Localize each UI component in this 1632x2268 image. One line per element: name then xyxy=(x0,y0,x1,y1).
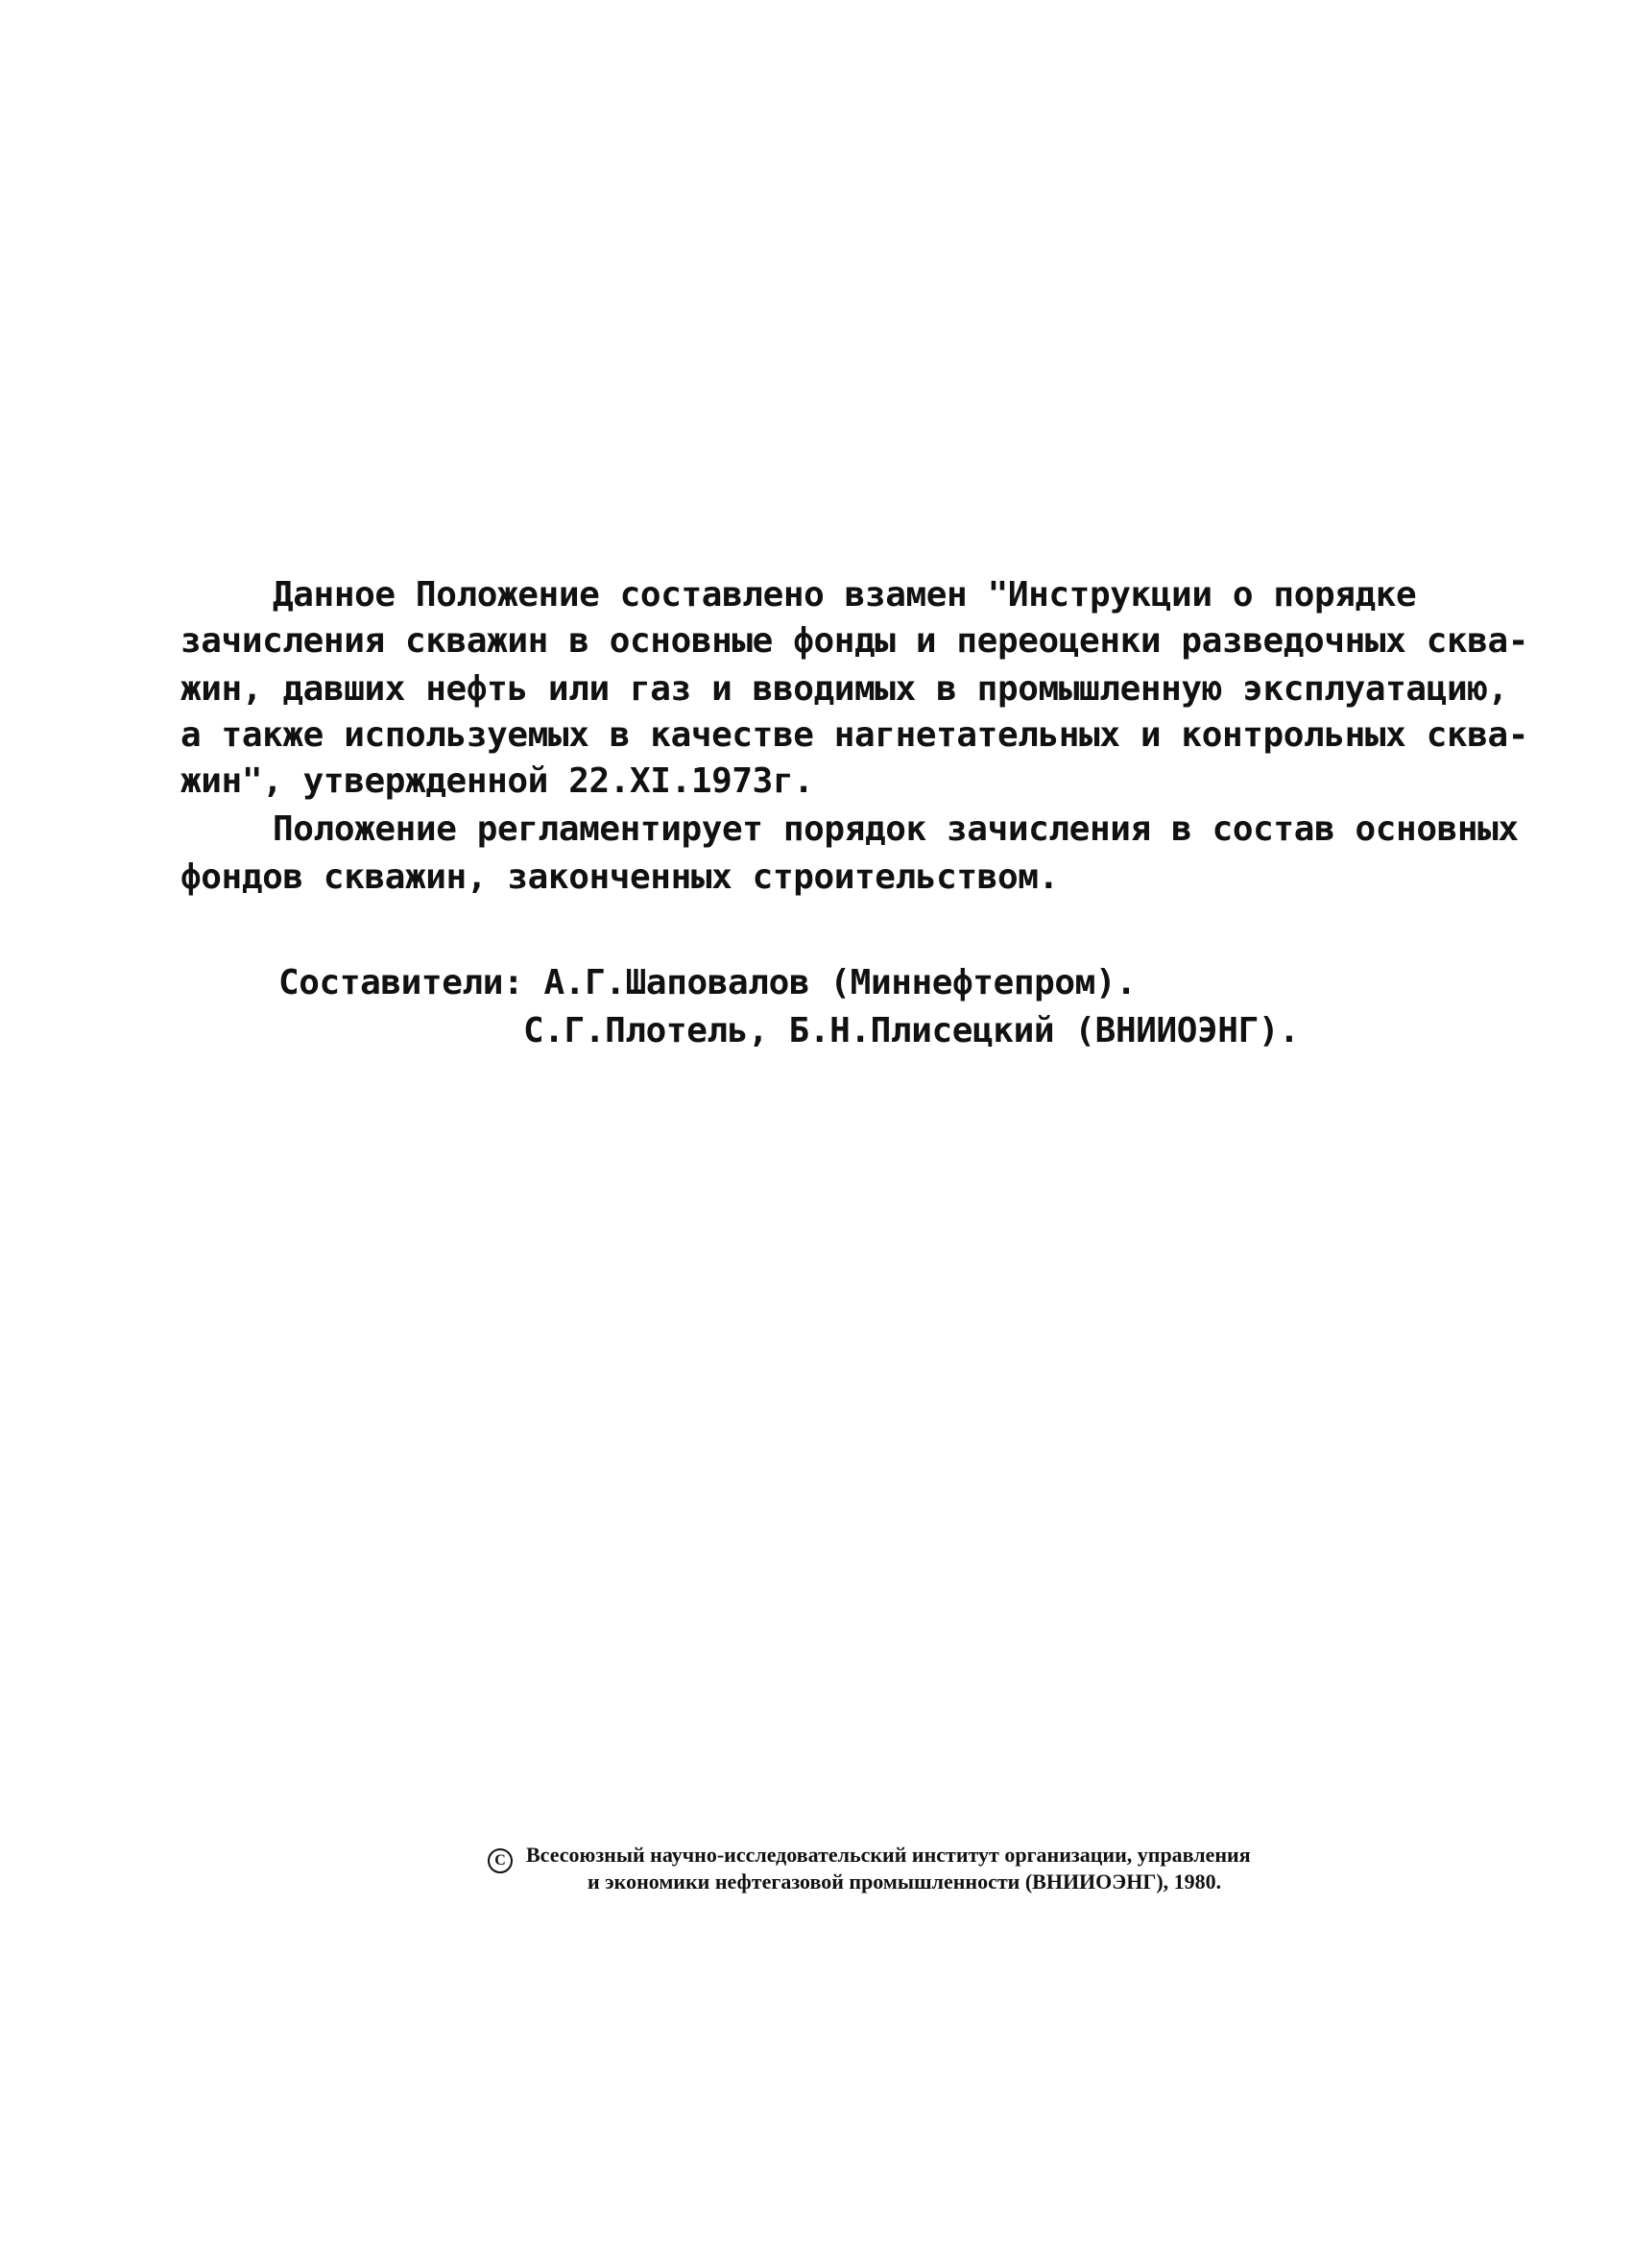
paragraph-1-line-3: жин, давших нефть или газ и вводимых в промышленную эксплуатацию, xyxy=(180,669,1508,709)
paragraph-2-line-2: фондов скважин, законченных строительством. xyxy=(180,857,1059,897)
copyright-icon: C xyxy=(488,1848,513,1873)
paragraph-1-line-2: зачисления скважин в основные фонды и переоценки разведочных сква- xyxy=(180,621,1529,661)
paragraph-1-line-5: жин", утвержденной 22.XI.1973г. xyxy=(180,761,814,801)
paragraph-1-line-1: Данное Положение составлено взамен "Инструкции о порядке xyxy=(273,575,1417,615)
copyright-line-2: и экономики нефтегазовой промышленности (ВНИИОЭНГ), 1980. xyxy=(588,1870,1222,1894)
compilers-line-1: Составители: А.Г.Шаповалов (Миннефтепром). xyxy=(278,963,1137,1002)
copyright-text-1: Всесоюзный научно-исследовательский институт организации, управления xyxy=(526,1843,1251,1867)
paragraph-2-line-1: Положение регламентирует порядок зачисления в состав основных xyxy=(273,809,1519,849)
paragraph-1-line-4: а также используемых в качестве нагнетательных и контрольных сква- xyxy=(180,715,1529,755)
compilers-line-2: С.Г.Плотель, Б.Н.Плисецкий (ВНИИОЭНГ). xyxy=(523,1011,1300,1050)
